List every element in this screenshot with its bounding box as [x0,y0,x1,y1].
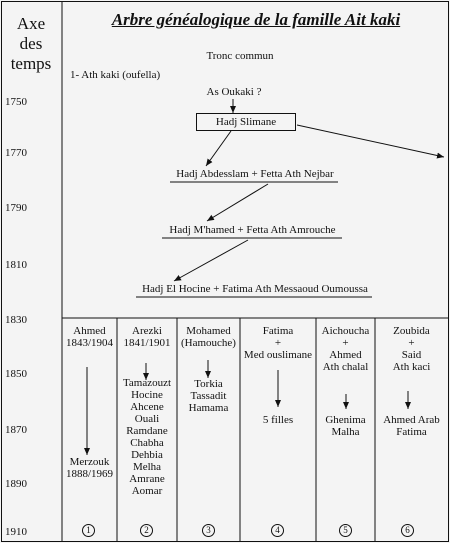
year-label: 1890 [5,478,27,490]
axis-label-line: temps [10,54,52,73]
arrow-abdesslam-mhamed [207,184,268,221]
col-children [317,414,374,438]
col-children [241,414,315,426]
year-label: 1850 [5,368,27,380]
column-number-5: 5 [339,524,352,537]
col-children [63,456,116,480]
column-number-4: 4 [271,524,284,537]
col-head [118,325,176,349]
col-head-line: + [342,337,349,349]
diagram-title: Arbre généalogique de la famille Ait kaki [111,10,401,29]
col-head-line: Said [401,349,422,361]
axis-label-line: Axe [16,14,46,33]
child-name: Ramdane [126,425,168,437]
child-name: Aomar [131,485,163,497]
col-head-line: Ahmed [329,349,362,361]
child-name: Dehbia [131,449,163,461]
child-name: Chabha [130,437,164,449]
col-children [178,378,239,414]
col-head-line: Ath chalal [322,361,369,373]
generation-label: Hadj Abdesslam + Fetta Ath Nejbar [176,168,334,180]
column-number-2: 2 [140,524,153,537]
col-head-line: Zoubida [393,325,430,337]
child-name: Hamama [188,402,229,414]
arrow-slimane-right [297,125,444,157]
year-label: 1770 [5,147,27,159]
child-name: Ghenima [325,414,366,426]
col-children [376,414,447,438]
col-head-line: + [274,337,282,349]
gen-box-slimane: Hadj Slimane [196,113,296,131]
year-label: 1830 [5,314,27,326]
tronc-label: Tronc commun [206,50,274,62]
child-name: Hocine [131,389,163,401]
child-name: Tamazouzt [122,377,172,389]
col-head-line: Arezki [132,325,162,337]
column-number-3: 3 [202,524,215,537]
col-head [63,325,116,349]
child-name: Fatima [396,426,427,438]
col-head [178,325,239,349]
year-label: 1810 [5,259,27,271]
child-name: Malha [331,426,360,438]
col-head-line: + [408,337,415,349]
col-head-line: Ahmed [73,325,106,337]
generation-label: Hadj El Hocine + Fatima Ath Messaoud Oumoussa [142,283,368,295]
col-head-line: Ath kaci [392,361,431,373]
axis-label [3,14,59,74]
col-children [118,377,176,497]
child-name: Merzouk [69,456,110,468]
col-head-line: Mohamed [186,325,231,337]
axis-label-line: des [19,34,43,53]
col-head-line: Fatima [262,325,294,337]
arrow-mhamed-hocine [174,240,248,281]
arrow-slimane-abdesslam [206,131,231,166]
ancestor-label: As Oukaki ? [206,86,262,98]
child-name: Melha [132,461,162,473]
column-number-1: 1 [82,524,95,537]
col-head-line: 1841/1901 [123,337,171,349]
child-name: Amrane [129,473,165,485]
year-label: 1790 [5,202,27,214]
child-name: Tassadit [190,390,227,402]
col-head-line: Aichoucha [321,325,370,337]
col-head-line: Med ouslimane [243,349,313,361]
col-head [376,325,447,373]
branch-label: 1- Ath kaki (oufella) [70,69,161,81]
child-name: Ouali [134,413,160,425]
column-number-6: 6 [401,524,414,537]
generation-label: Hadj M'hamed + Fetta Ath Amrouche [169,224,336,236]
col-head-line: (Hamouche) [181,337,236,349]
child-name: Ahcene [130,401,164,413]
year-label: 1910 [5,526,27,538]
child-name: Torkia [194,378,223,390]
year-label: 1750 [5,96,27,108]
child-name: 5 filles [262,414,294,426]
child-name: Ahmed Arab [383,414,440,426]
col-head-line: 1843/1904 [65,337,114,349]
year-label: 1870 [5,424,27,436]
col-head [317,325,374,373]
child-name: 1888/1969 [65,468,114,480]
col-head [241,325,315,361]
